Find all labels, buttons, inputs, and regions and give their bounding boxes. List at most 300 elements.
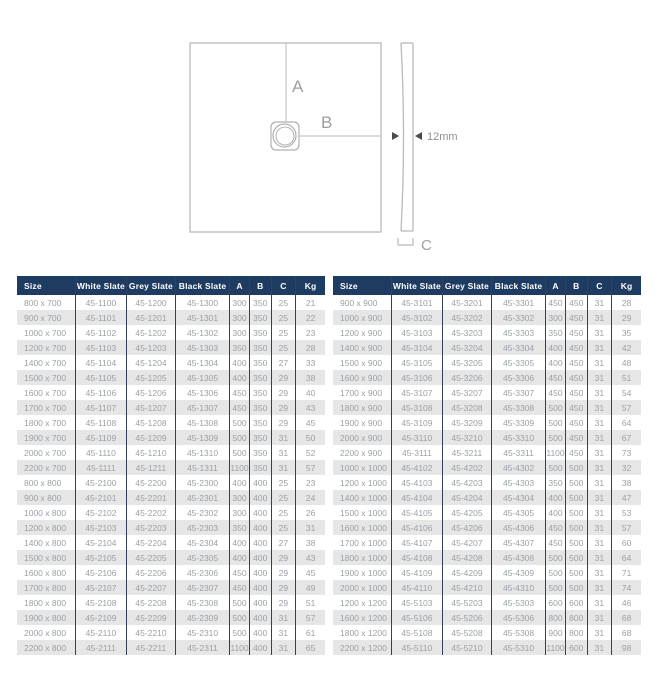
table-cell: 38 — [612, 475, 641, 490]
table-cell: 57 — [296, 610, 325, 625]
table-cell: 22 — [296, 310, 325, 325]
table-cell: 1100 — [229, 460, 249, 475]
size-table-right — [333, 276, 641, 655]
table-cell: 45 — [296, 565, 325, 580]
dimension-c-label: C — [421, 237, 432, 254]
table-cell: 35 — [612, 325, 641, 340]
table-cell: 23 — [296, 475, 325, 490]
table-cell: 450 — [566, 325, 588, 340]
table-cell: 47 — [612, 490, 641, 505]
table-cell: 400 — [250, 595, 272, 610]
column-header: Black Slate — [176, 276, 230, 295]
table-cell: 450 — [566, 340, 588, 355]
tray-diagram — [0, 0, 658, 276]
table-cell: 57 — [612, 520, 641, 535]
table-cell: 1100 — [545, 640, 565, 655]
table-cell: 1800 x 800 — [24, 597, 67, 608]
table-cell: 300 — [229, 310, 249, 325]
table-cell: 25 — [271, 520, 296, 535]
table-cell: 68 — [612, 625, 641, 640]
table-cell: 45-2300 — [176, 475, 230, 490]
table-cell: 400 — [250, 550, 272, 565]
table-cell: 45-2108 — [76, 595, 127, 610]
table-cell: 42 — [612, 340, 641, 355]
table-cell: 45-2302 — [176, 505, 230, 520]
table-cell: 45-3104 — [392, 340, 443, 355]
table-cell: 45-4206 — [442, 520, 491, 535]
table-row — [17, 325, 325, 340]
table-cell: 400 — [250, 625, 272, 640]
table-cell: 68 — [612, 610, 641, 625]
table-cell: 1700 x 1000 — [340, 537, 387, 548]
table-cell: 45-2105 — [76, 550, 127, 565]
column-header: Kg — [612, 276, 641, 295]
table-row — [333, 370, 641, 385]
table-cell: 500 — [566, 475, 588, 490]
table-cell: 45-1204 — [126, 355, 175, 370]
table-cell: 73 — [612, 445, 641, 460]
table-cell: 31 — [587, 400, 612, 415]
table-cell: 45 — [296, 415, 325, 430]
table-cell: 45-2310 — [176, 625, 230, 640]
table-cell: 1600 x 1000 — [333, 520, 392, 535]
table-row — [17, 535, 325, 550]
table-cell: 500 — [229, 625, 249, 640]
table-cell: 45-3107 — [392, 385, 443, 400]
table-cell: 45-3210 — [442, 430, 491, 445]
table-row — [17, 355, 325, 370]
table-cell: 500 — [545, 550, 565, 565]
table-cell: 1600 x 1200 — [333, 610, 392, 625]
table-cell: 800 — [566, 610, 588, 625]
table-cell: 64 — [612, 415, 641, 430]
table-cell: 45-5110 — [392, 640, 443, 655]
table-cell: 900 — [545, 625, 565, 640]
table-cell: 74 — [612, 580, 641, 595]
table-cell: 1200 x 900 — [340, 327, 383, 338]
table-cell: 500 — [566, 460, 588, 475]
table-cell: 31 — [587, 340, 612, 355]
table-cell: 31 — [587, 640, 612, 655]
table-cell: 31 — [587, 520, 612, 535]
table-cell: 45-4207 — [442, 535, 491, 550]
table-cell: 500 — [545, 415, 565, 430]
table-cell: 45-3201 — [442, 295, 491, 310]
table-cell: 45-2102 — [76, 505, 127, 520]
table-cell: 500 — [229, 430, 249, 445]
table-cell: 450 — [566, 370, 588, 385]
table-cell: 1600 x 900 — [333, 370, 392, 385]
table-cell: 500 — [566, 580, 588, 595]
table-cell: 900 x 900 — [340, 297, 378, 308]
table-row — [17, 490, 325, 505]
column-header: White Slate — [392, 276, 443, 295]
table-cell: 45-2109 — [76, 610, 127, 625]
table-cell: 45-2111 — [76, 640, 127, 655]
table-cell: 45-1110 — [76, 445, 127, 460]
table-cell: 45-2308 — [176, 595, 230, 610]
table-cell: 45-2206 — [126, 565, 175, 580]
table-row — [333, 565, 641, 580]
table-cell: 46 — [612, 595, 641, 610]
table-row — [333, 610, 641, 625]
table-cell: 300 — [545, 310, 565, 325]
table-cell: 800 — [545, 610, 565, 625]
table-cell: 54 — [612, 385, 641, 400]
table-cell: 38 — [296, 535, 325, 550]
table-cell: 25 — [271, 310, 296, 325]
thickness-arrow-right-icon — [415, 132, 422, 140]
table-cell: 45-2204 — [126, 535, 175, 550]
table-cell: 45-2107 — [76, 580, 127, 595]
table-cell: 1800 x 700 — [24, 417, 67, 428]
table-cell: 45-3108 — [392, 400, 443, 415]
table-cell: 45-4105 — [392, 505, 443, 520]
table-cell: 52 — [296, 445, 325, 460]
table-row — [333, 475, 641, 490]
table-row — [333, 445, 641, 460]
table-cell: 45-1304 — [176, 355, 230, 370]
table-cell: 450 — [566, 415, 588, 430]
table-cell: 45-3207 — [442, 385, 491, 400]
table-row — [17, 340, 325, 355]
table-cell: 45-1307 — [176, 400, 230, 415]
table-cell: 450 — [566, 400, 588, 415]
table-cell: 1800 x 1200 — [340, 627, 387, 638]
table-cell: 45-4310 — [492, 580, 546, 595]
table-cell: 1200 x 1200 — [340, 597, 387, 608]
table-cell: 31 — [587, 550, 612, 565]
table-cell: 350 — [250, 385, 272, 400]
table-cell: 31 — [587, 445, 612, 460]
table-cell: 60 — [612, 535, 641, 550]
table-cell: 350 — [250, 295, 272, 310]
table-cell: 2000 x 900 — [333, 430, 392, 445]
table-cell: 500 — [545, 580, 565, 595]
table-cell: 45-1208 — [126, 415, 175, 430]
table-cell: 450 — [545, 370, 565, 385]
table-cell: 25 — [271, 295, 296, 310]
table-cell: 45-1310 — [176, 445, 230, 460]
table-cell: 45-5206 — [442, 610, 491, 625]
table-cell: 45-1104 — [76, 355, 127, 370]
table-cell: 45-4209 — [442, 565, 491, 580]
table-cell: 45-1200 — [126, 295, 175, 310]
table-row — [333, 580, 641, 595]
table-cell: 45-3208 — [442, 400, 491, 415]
table-row — [17, 520, 325, 535]
table-cell: 29 — [271, 415, 296, 430]
table-cell: 450 — [229, 580, 249, 595]
table-cell: 21 — [296, 295, 325, 310]
table-cell: 450 — [545, 520, 565, 535]
table-cell: 28 — [612, 295, 641, 310]
table-cell: 29 — [271, 370, 296, 385]
table-cell: 45-2309 — [176, 610, 230, 625]
table-cell: 45-2106 — [76, 565, 127, 580]
table-cell: 45-1311 — [176, 460, 230, 475]
table-row — [17, 475, 325, 490]
table-cell: 45-1108 — [76, 415, 127, 430]
table-cell: 350 — [545, 325, 565, 340]
table-row — [333, 625, 641, 640]
table-cell: 500 — [229, 595, 249, 610]
table-cell: 2000 x 800 — [24, 627, 67, 638]
table-cell: 350 — [229, 340, 249, 355]
table-cell: 31 — [587, 460, 612, 475]
table-cell: 400 — [250, 475, 272, 490]
table-cell: 400 — [229, 370, 249, 385]
table-cell: 45-3303 — [492, 325, 546, 340]
table-cell: 45-2305 — [176, 550, 230, 565]
table-cell: 45-4303 — [492, 475, 546, 490]
table-cell: 45-2209 — [126, 610, 175, 625]
table-row — [17, 610, 325, 625]
table-cell: 31 — [271, 460, 296, 475]
table-row — [333, 325, 641, 340]
table-cell: 45-4202 — [442, 460, 491, 475]
table-cell: 45-3206 — [442, 370, 491, 385]
column-header: Grey Slate — [126, 276, 175, 295]
table-cell: 45-2304 — [176, 535, 230, 550]
table-cell: 600 — [566, 640, 588, 655]
table-cell: 800 — [566, 625, 588, 640]
table-cell: 45-3103 — [392, 325, 443, 340]
table-cell: 1200 x 700 — [17, 340, 76, 355]
table-cell: 45-2301 — [176, 490, 230, 505]
column-header: C — [587, 276, 612, 295]
table-cell: 45-2307 — [176, 580, 230, 595]
table-cell: 45-1207 — [126, 400, 175, 415]
table-cell: 45-4210 — [442, 580, 491, 595]
table-row — [17, 445, 325, 460]
table-cell: 45-5210 — [442, 640, 491, 655]
table-cell: 45-1309 — [176, 430, 230, 445]
table-cell: 27 — [271, 535, 296, 550]
table-row — [333, 295, 641, 310]
table-cell: 350 — [545, 475, 565, 490]
table-cell: 450 — [566, 385, 588, 400]
table-cell: 500 — [545, 430, 565, 445]
table-cell: 450 — [545, 295, 565, 310]
table-cell: 45-4102 — [392, 460, 443, 475]
table-cell: 300 — [229, 490, 249, 505]
table-cell: 29 — [271, 565, 296, 580]
column-header: Grey Slate — [442, 276, 491, 295]
header-row — [333, 276, 641, 295]
table-cell: 350 — [250, 430, 272, 445]
table-cell: 350 — [250, 355, 272, 370]
table-cell: 350 — [250, 310, 272, 325]
table-cell: 45-3308 — [492, 400, 546, 415]
table-cell: 24 — [296, 490, 325, 505]
table-cell: 45-3309 — [492, 415, 546, 430]
table-cell: 45-4305 — [492, 505, 546, 520]
table-cell: 1500 x 1000 — [340, 507, 387, 518]
table-cell: 31 — [587, 475, 612, 490]
table-row — [333, 550, 641, 565]
table-cell: 45-3205 — [442, 355, 491, 370]
table-cell: 25 — [271, 325, 296, 340]
table-cell: 1700 x 900 — [340, 387, 383, 398]
size-tables — [17, 276, 641, 655]
table-cell: 400 — [250, 640, 272, 655]
table-cell: 800 x 700 — [24, 297, 62, 308]
table-cell: 45-3301 — [492, 295, 546, 310]
table-cell: 31 — [587, 595, 612, 610]
table-cell: 25 — [271, 505, 296, 520]
table-cell: 400 — [250, 580, 272, 595]
table-cell: 400 — [250, 565, 272, 580]
table-cell: 57 — [612, 400, 641, 415]
table-row — [17, 595, 325, 610]
table-cell: 45-1100 — [76, 295, 127, 310]
table-cell: 25 — [271, 475, 296, 490]
table-cell: 31 — [271, 640, 296, 655]
table-cell: 45-3204 — [442, 340, 491, 355]
table-cell: 45-5306 — [492, 610, 546, 625]
table-cell: 1400 x 1000 — [333, 490, 392, 505]
table-cell: 500 — [566, 535, 588, 550]
table-cell: 67 — [612, 430, 641, 445]
table-row — [333, 520, 641, 535]
table-row — [333, 400, 641, 415]
table-cell: 31 — [587, 355, 612, 370]
table-cell: 800 x 800 — [24, 477, 62, 488]
table-cell: 500 — [545, 400, 565, 415]
table-row — [17, 625, 325, 640]
table-cell: 350 — [250, 445, 272, 460]
header-row — [17, 276, 325, 295]
table-cell: 45-4204 — [442, 490, 491, 505]
table-cell: 43 — [296, 400, 325, 415]
table-cell: 1900 x 700 — [17, 430, 76, 445]
table-row — [17, 370, 325, 385]
table-cell: 400 — [250, 535, 272, 550]
table-cell: 450 — [229, 385, 249, 400]
table-cell: 45-4103 — [392, 475, 443, 490]
table-row — [333, 355, 641, 370]
table-cell: 31 — [271, 610, 296, 625]
table-cell: 1700 x 800 — [17, 580, 76, 595]
table-cell: 45-3304 — [492, 340, 546, 355]
table-row — [333, 595, 641, 610]
table-cell: 45-4306 — [492, 520, 546, 535]
table-cell: 45-1102 — [76, 325, 127, 340]
table-cell: 1100 — [545, 445, 565, 460]
table-cell: 450 — [566, 310, 588, 325]
table-cell: 45-1306 — [176, 385, 230, 400]
table-row — [333, 460, 641, 475]
waste-drain-plate — [271, 122, 299, 150]
table-cell: 45-1107 — [76, 400, 127, 415]
table-cell: 45-2311 — [176, 640, 230, 655]
table-cell: 45-2201 — [126, 490, 175, 505]
table-cell: 29 — [271, 385, 296, 400]
table-cell: 32 — [612, 460, 641, 475]
table-cell: 2200 x 900 — [340, 447, 383, 458]
table-cell: 45-1205 — [126, 370, 175, 385]
table-cell: 2200 x 700 — [17, 460, 76, 475]
table-cell: 500 — [229, 610, 249, 625]
table-cell: 500 — [545, 460, 565, 475]
tray-profile-left-edge — [401, 43, 404, 231]
table-cell: 1400 x 700 — [24, 357, 67, 368]
table-cell: 1100 — [229, 640, 249, 655]
table-cell: 600 — [566, 595, 588, 610]
table-cell: 2000 x 700 — [24, 447, 67, 458]
table-row — [333, 640, 641, 655]
table-cell: 31 — [587, 370, 612, 385]
table-cell: 2000 x 1000 — [333, 580, 392, 595]
table-cell: 45-2211 — [126, 640, 175, 655]
table-row — [17, 295, 325, 310]
table-cell: 1800 x 900 — [333, 400, 392, 415]
table-cell: 31 — [587, 490, 612, 505]
table-cell: 1500 x 800 — [17, 550, 76, 565]
table-cell: 450 — [566, 355, 588, 370]
table-cell: 25 — [271, 340, 296, 355]
table-cell: 1900 x 1000 — [340, 567, 387, 578]
table-cell: 57 — [296, 460, 325, 475]
table-cell: 38 — [296, 370, 325, 385]
table-cell: 45-5308 — [492, 625, 546, 640]
column-header: C — [271, 276, 296, 295]
dimension-c-bracket — [398, 238, 413, 245]
table-cell: 26 — [296, 505, 325, 520]
table-cell: 45-1302 — [176, 325, 230, 340]
table-cell: 45-1301 — [176, 310, 230, 325]
table-cell: 400 — [250, 490, 272, 505]
table-cell: 400 — [545, 490, 565, 505]
table-cell: 1200 x 800 — [17, 520, 76, 535]
table-cell: 45-3310 — [492, 430, 546, 445]
table-cell: 45-4307 — [492, 535, 546, 550]
table-cell: 45-4104 — [392, 490, 443, 505]
table-row — [333, 505, 641, 520]
dimension-b-label: B — [321, 113, 333, 132]
table-cell: 45-1202 — [126, 325, 175, 340]
table-cell: 33 — [296, 355, 325, 370]
table-cell: 45-2104 — [76, 535, 127, 550]
table-cell: 500 — [566, 520, 588, 535]
table-cell: 45-3110 — [392, 430, 443, 445]
table-cell: 45-1105 — [76, 370, 127, 385]
table-cell: 25 — [271, 490, 296, 505]
table-cell: 45-3203 — [442, 325, 491, 340]
table-cell: 45-1101 — [76, 310, 127, 325]
table-cell: 1700 x 700 — [17, 400, 76, 415]
table-cell: 31 — [587, 610, 612, 625]
table-cell: 45-2306 — [176, 565, 230, 580]
table-cell: 400 — [229, 550, 249, 565]
table-cell: 98 — [612, 640, 641, 655]
table-cell: 300 — [229, 295, 249, 310]
table-cell: 45-4109 — [392, 565, 443, 580]
table-cell: 1000 x 800 — [24, 507, 67, 518]
table-cell: 27 — [271, 355, 296, 370]
table-cell: 1600 x 700 — [24, 387, 67, 398]
size-table-left — [17, 276, 325, 655]
table-cell: 1900 x 800 — [17, 610, 76, 625]
table-cell: 1200 x 1000 — [340, 477, 387, 488]
table-cell: 45-2202 — [126, 505, 175, 520]
table-cell: 45-3109 — [392, 415, 443, 430]
table-cell: 45-3105 — [392, 355, 443, 370]
table-cell: 45-3101 — [392, 295, 443, 310]
table-cell: 45-4203 — [442, 475, 491, 490]
table-cell: 400 — [229, 475, 249, 490]
